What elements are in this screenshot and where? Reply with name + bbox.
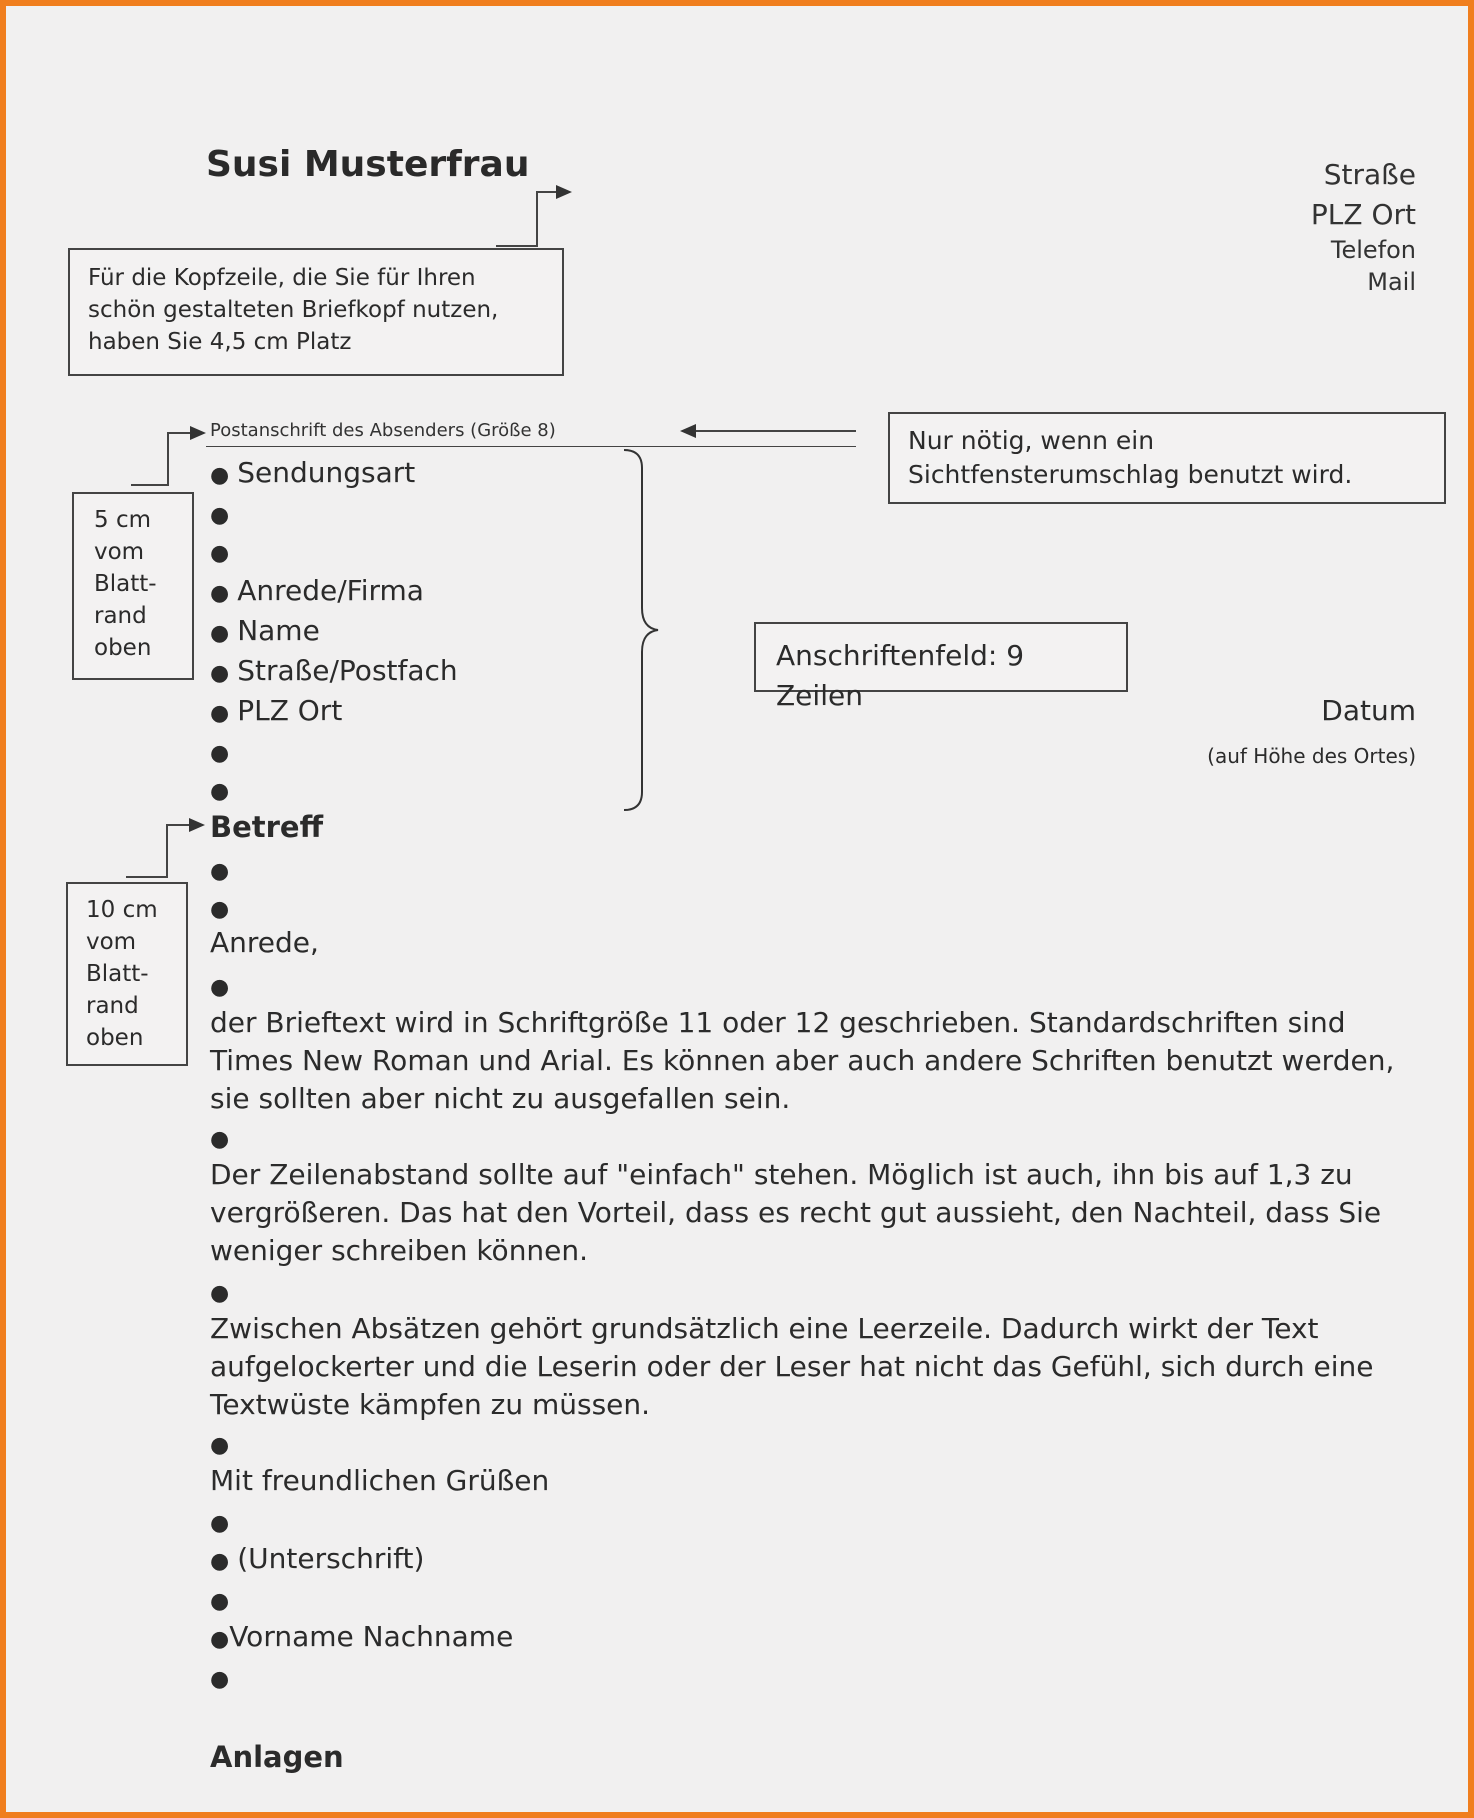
empty-line: ● — [210, 1433, 230, 1458]
address-empty-line: ● — [210, 541, 230, 566]
address-empty-line: ● — [210, 779, 230, 804]
sender-phone: Telefon — [1330, 236, 1416, 264]
header-arrow-line — [496, 245, 538, 247]
margin10-line: rand — [86, 993, 139, 1019]
margin10-line: vom — [86, 929, 137, 955]
margin5-line: vom — [94, 539, 145, 565]
header-arrow-line — [536, 191, 556, 193]
letter-paragraph-1: der Brieftext wird in Schriftgröße 11 oder 12 geschrieben. Standardschriften sind Times New Roman und Arial. Es können aber auch andere Schriften benutzt werden, sie sollten aber nicht zu ausgefallen sein. — [210, 1006, 1395, 1115]
sender-street: Straße — [1323, 158, 1416, 191]
empty-line: ● — [210, 1281, 230, 1306]
header-arrowhead-icon — [556, 185, 572, 199]
address-street: ● Straße/Postfach — [210, 654, 458, 687]
date-label: Datum — [1321, 694, 1416, 727]
sender-city: PLZ Ort — [1310, 198, 1416, 231]
margin10-arrow-line — [166, 824, 190, 826]
address-empty-line: ● — [210, 503, 230, 528]
margin5-line: 5 cm — [94, 507, 151, 533]
empty-line: ● — [210, 859, 230, 884]
window-arrowhead-icon — [680, 424, 696, 438]
sender-address-line: Postanschrift des Absenders (Größe 8) — [210, 420, 556, 441]
letter-full-name: ●Vorname Nachname — [210, 1620, 514, 1653]
margin5-line: rand — [94, 603, 147, 629]
empty-line: ● — [210, 897, 230, 922]
address-brace-icon — [622, 448, 662, 812]
date-hint: (auf Höhe des Ortes) — [1207, 744, 1416, 768]
empty-line: ● — [210, 1127, 230, 1152]
address-empty-line: ● — [210, 741, 230, 766]
margin10-line: oben — [86, 1025, 144, 1051]
header-note-box: Für die Kopfzeile, die Sie für Ihren schön gestalteten Briefkopf nutzen, haben Sie 4,5 cm Platz — [68, 248, 564, 376]
margin5-arrow-line — [167, 432, 191, 434]
address-salutation-company: ● Anrede/Firma — [210, 574, 424, 607]
margin10-arrowhead-icon — [189, 818, 205, 832]
header-arrow-line — [536, 191, 538, 247]
sender-name: Susi Musterfrau — [206, 144, 530, 185]
address-field-box: Anschriftenfeld: 9 Zeilen — [754, 622, 1128, 692]
margin10-arrow-line — [166, 824, 168, 878]
margin-10cm-box — [66, 882, 188, 1066]
margin-5cm-box — [72, 492, 194, 680]
window-note-box: Nur nötig, wenn ein Sichtfensterumschlag benutzt wird. — [888, 412, 1446, 504]
letter-paragraph-2: Der Zeilenabstand sollte auf "einfach" stehen. Möglich ist auch, ihn bis auf 1,3 zu vergrößeren. Das hat den Vorteil, dass es recht gut aussieht, den Nachteil, dass Sie weniger schreiben können. — [210, 1158, 1382, 1267]
margin5-arrow-line — [131, 484, 169, 486]
empty-line: ● — [210, 975, 230, 1000]
letter-closing: Mit freundlichen Grüßen — [210, 1464, 550, 1497]
empty-line: ● — [210, 1667, 230, 1692]
letter-signature: ● (Unterschrift) — [210, 1542, 425, 1575]
margin10-arrow-line — [126, 876, 168, 878]
empty-line: ● — [210, 1511, 230, 1536]
letter-paragraph-3: Zwischen Absätzen gehört grundsätzlich eine Leerzeile. Dadurch wirkt der Text aufgelockerter und die Leserin oder der Leser hat nicht das Gefühl, sich durch eine Textwüste kämpfen zu müssen. — [210, 1312, 1374, 1421]
margin5-arrow-line — [167, 432, 169, 486]
empty-line: ● — [210, 1589, 230, 1614]
letter-greeting: Anrede, — [210, 926, 319, 959]
sender-address-underline — [206, 446, 856, 447]
address-city: ● PLZ Ort — [210, 694, 343, 727]
sender-mail: Mail — [1367, 268, 1416, 296]
margin10-line: Blatt- — [86, 961, 149, 987]
margin5-arrowhead-icon — [190, 426, 206, 440]
address-name: ● Name — [210, 614, 320, 647]
margin10-line: 10 cm — [86, 897, 158, 923]
letter-attachments: Anlagen — [210, 1740, 344, 1774]
address-shipping-type: ● Sendungsart — [210, 456, 416, 489]
margin5-line: Blatt- — [94, 571, 157, 597]
window-arrow-line — [696, 430, 856, 432]
subject-line: Betreff — [210, 810, 324, 844]
margin5-line: oben — [94, 635, 152, 661]
